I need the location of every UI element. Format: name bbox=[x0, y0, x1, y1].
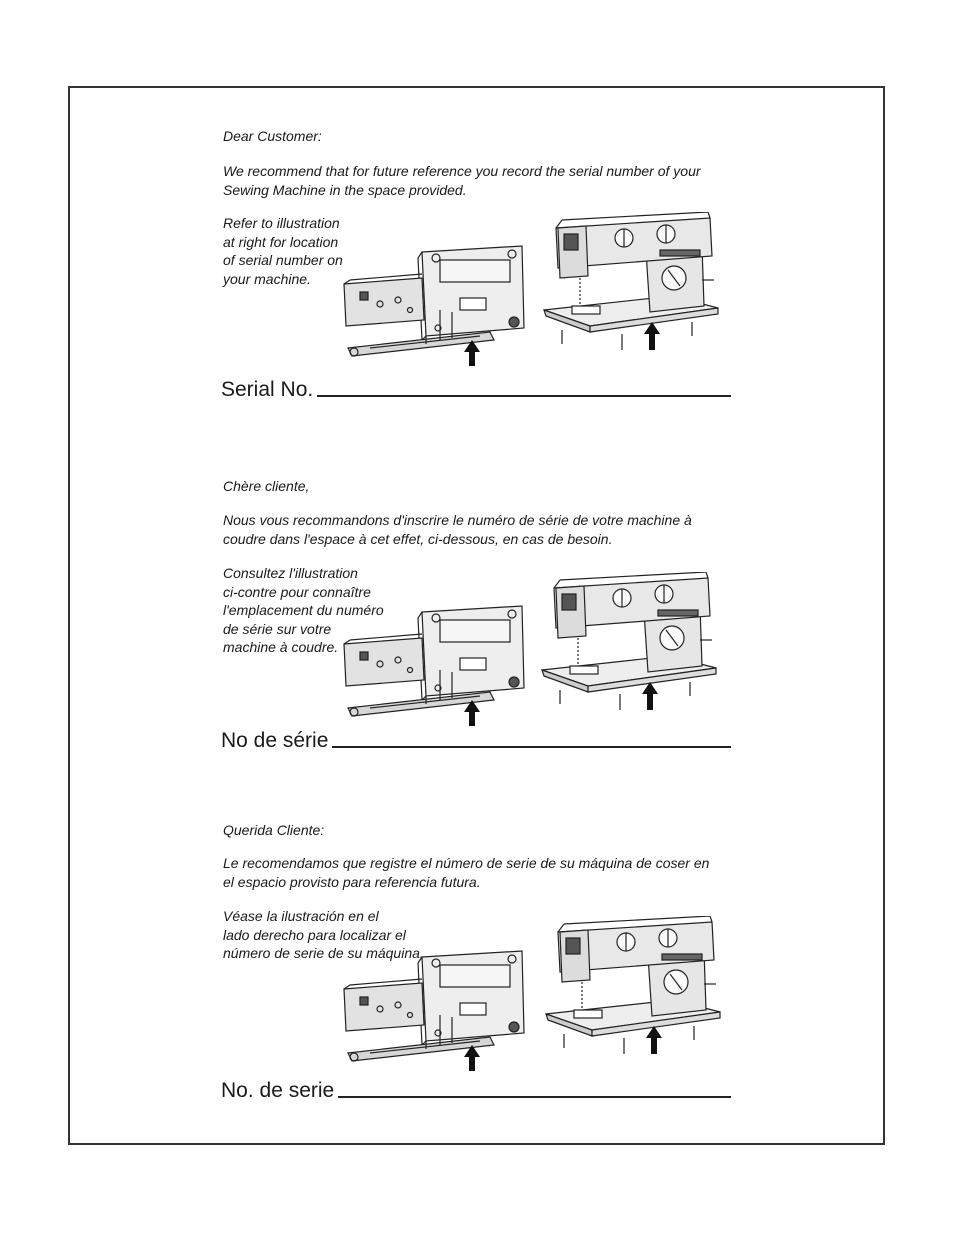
sewing-machine-front-view-illustration bbox=[540, 572, 720, 722]
serial-number-label: No. de serie bbox=[221, 1079, 335, 1102]
serial-number-label: No de série bbox=[221, 729, 329, 752]
up-arrow-icon bbox=[464, 700, 480, 726]
serial-number-blank-line[interactable] bbox=[332, 746, 731, 748]
up-arrow-icon bbox=[464, 340, 480, 366]
serial-number-field[interactable] bbox=[221, 1079, 731, 1103]
instruction-paragraph: We recommend that for future reference you record the serial number of your Sewing Machine in the space provided. bbox=[223, 163, 701, 198]
sewing-machine-rear-view-illustration bbox=[340, 945, 540, 1075]
instruction-paragraph: Le recomendamos que registre el número de serie de su máquina de coser en el espacio provisto para referencia futura. bbox=[223, 855, 710, 890]
greeting: Querida Cliente: bbox=[223, 822, 325, 838]
up-arrow-icon bbox=[642, 682, 658, 710]
up-arrow-icon bbox=[646, 1026, 662, 1054]
serial-number-blank-line[interactable] bbox=[338, 1096, 731, 1098]
illustration-reference-note: Consultez l'illustration ci-contre pour connaître l'emplacement du numéro de série sur votre machine à coudre. bbox=[223, 565, 384, 655]
sewing-machine-front-view-illustration bbox=[544, 916, 724, 1066]
up-arrow-icon bbox=[464, 1045, 480, 1071]
greeting: Dear Customer: bbox=[223, 128, 322, 144]
up-arrow-icon bbox=[644, 322, 660, 350]
illustration-reference-note: Refer to illustration at right for location of serial number on your machine. bbox=[223, 215, 343, 287]
serial-number-field[interactable] bbox=[221, 378, 731, 402]
sewing-machine-front-view-illustration bbox=[542, 212, 722, 362]
sewing-machine-rear-view-illustration bbox=[340, 240, 540, 370]
serial-number-blank-line[interactable] bbox=[317, 395, 731, 397]
serial-number-field[interactable] bbox=[221, 729, 731, 753]
greeting: Chère cliente, bbox=[223, 478, 310, 494]
sewing-machine-rear-view-illustration bbox=[340, 600, 540, 730]
illustration-reference-note: Véase la ilustración en el lado derecho para localizar el número de serie de su máquina. bbox=[223, 908, 424, 961]
instruction-paragraph: Nous vous recommandons d'inscrire le numéro de série de votre machine à coudre dans l'espace à cet effet, ci-dessous, en cas de besoin. bbox=[223, 512, 692, 547]
serial-number-label: Serial No. bbox=[221, 378, 314, 401]
